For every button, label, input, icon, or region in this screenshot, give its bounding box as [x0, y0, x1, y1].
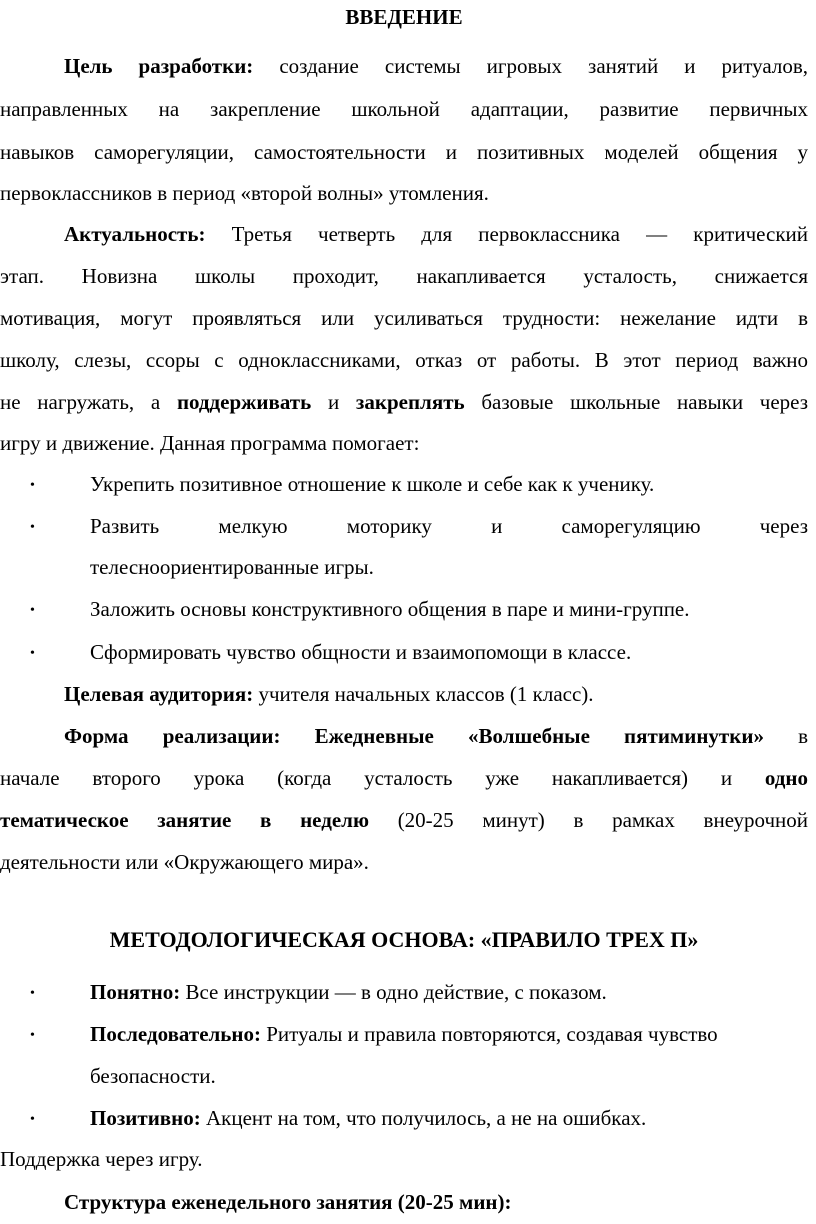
bullet-icon: •: [30, 603, 35, 618]
bullet-icon: •: [30, 646, 35, 661]
audience-text: учителя начальных классов (1 класс).: [258, 682, 594, 706]
bullet-icon: •: [30, 1028, 35, 1043]
relevance-line-5: [0, 390, 808, 414]
method-item-3: [90, 1106, 646, 1130]
relevance-line-1: [64, 222, 808, 246]
form-label: Форма реализации:: [64, 724, 281, 748]
bullet-item-2: Развить мелкую моторику и саморегуляцию через: [90, 514, 808, 538]
method-heading: МЕТОДОЛОГИЧЕСКАЯ ОСНОВА: «ПРАВИЛО ТРЕХ П»: [109, 927, 699, 952]
method-item-3-text: Акцент на том, что получилось, а не на ошибках.: [205, 1106, 647, 1130]
form-line-2: [0, 766, 808, 790]
method-item-3-label: Позитивно:: [90, 1106, 201, 1130]
form-l3-b: (20-25 минут) в рамках внеурочной: [397, 808, 809, 832]
rel-l5-and: и: [327, 390, 340, 414]
method-item-1: [90, 980, 607, 1004]
form-line-4: деятельности или «Окружающего мира».: [0, 850, 369, 874]
bullet-item-4: Сформировать чувство общности и взаимопомощи в классе.: [90, 640, 632, 664]
audience-label: Целевая аудитория:: [64, 682, 254, 706]
relevance-text-1: Третья четверть для первоклассника — критический: [231, 222, 809, 246]
goal-line-2: направленных на закрепление школьной адаптации, развитие первичных: [0, 97, 808, 121]
goal-line-4: первоклассников в период «второй волны» утомления.: [0, 181, 489, 205]
form-weekly: тематическое занятие в неделю: [0, 808, 369, 832]
rel-l5-a: не нагружать, а: [0, 390, 161, 414]
relevance-line-6: игру и движение. Данная программа помогает:: [0, 431, 420, 455]
bullet-icon: •: [30, 986, 35, 1001]
rel-l5-support: поддерживать: [176, 390, 312, 414]
goal-label: Цель разработки:: [64, 54, 254, 78]
bullet-icon: •: [30, 1112, 35, 1127]
method-item-2-label: Последовательно:: [90, 1022, 261, 1046]
bullet-item-1: Укрепить позитивное отношение к школе и себе как к ученику.: [90, 472, 655, 496]
bullet-icon: •: [30, 478, 35, 493]
goal-line-3: навыков саморегуляции, самостоятельности и позитивных моделей общения у: [0, 140, 808, 164]
rel-l5-reinforce: закреплять: [355, 390, 465, 414]
relevance-line-3: мотивация, могут проявляться или усиливаться трудности: нежелание идти в: [0, 306, 808, 330]
method-item-1-text: Все инструкции — в одно действие, с показом.: [185, 980, 607, 1004]
intro-heading: ВВЕДЕНИЕ: [345, 5, 463, 29]
form-l2-a: начале второго урока (когда усталость уже накапливается) и: [0, 766, 733, 790]
goal-text-1: создание системы игровых занятий и ритуалов,: [279, 54, 808, 78]
method-item-3-cont: Поддержка через игру.: [0, 1147, 203, 1171]
bullet-item-2-cont: телесноориентированные игры.: [90, 555, 374, 579]
bullet-item-3: Заложить основы конструктивного общения в паре и мини-группе.: [90, 597, 690, 621]
form-line-3: [0, 808, 808, 832]
method-item-2-cont: безопасности.: [90, 1064, 216, 1088]
structure-heading: Структура еженедельного занятия (20-25 мин):: [64, 1190, 512, 1214]
form-l2-one: одно: [764, 766, 809, 790]
goal-line-1: [64, 54, 808, 78]
form-tail-1: в: [798, 724, 809, 748]
relevance-line-4: школу, слезы, ссоры с одноклассниками, отказ от работы. В этот период важно: [0, 348, 808, 372]
relevance-line-2: этап. Новизна школы проходит, накапливается усталость, снижается: [0, 264, 808, 288]
form-line-1: [64, 724, 808, 748]
bullet-icon: •: [30, 520, 35, 535]
method-item-1-label: Понятно:: [90, 980, 181, 1004]
relevance-label: Актуальность:: [64, 222, 206, 246]
audience-line: [64, 682, 594, 706]
form-daily: Ежедневные «Волшебные пятиминутки»: [314, 724, 764, 748]
method-item-2-text: Ритуалы и правила повторяются, создавая чувство: [266, 1022, 718, 1046]
rel-l5-tail: базовые школьные навыки через: [481, 390, 809, 414]
method-item-2: [90, 1022, 718, 1046]
